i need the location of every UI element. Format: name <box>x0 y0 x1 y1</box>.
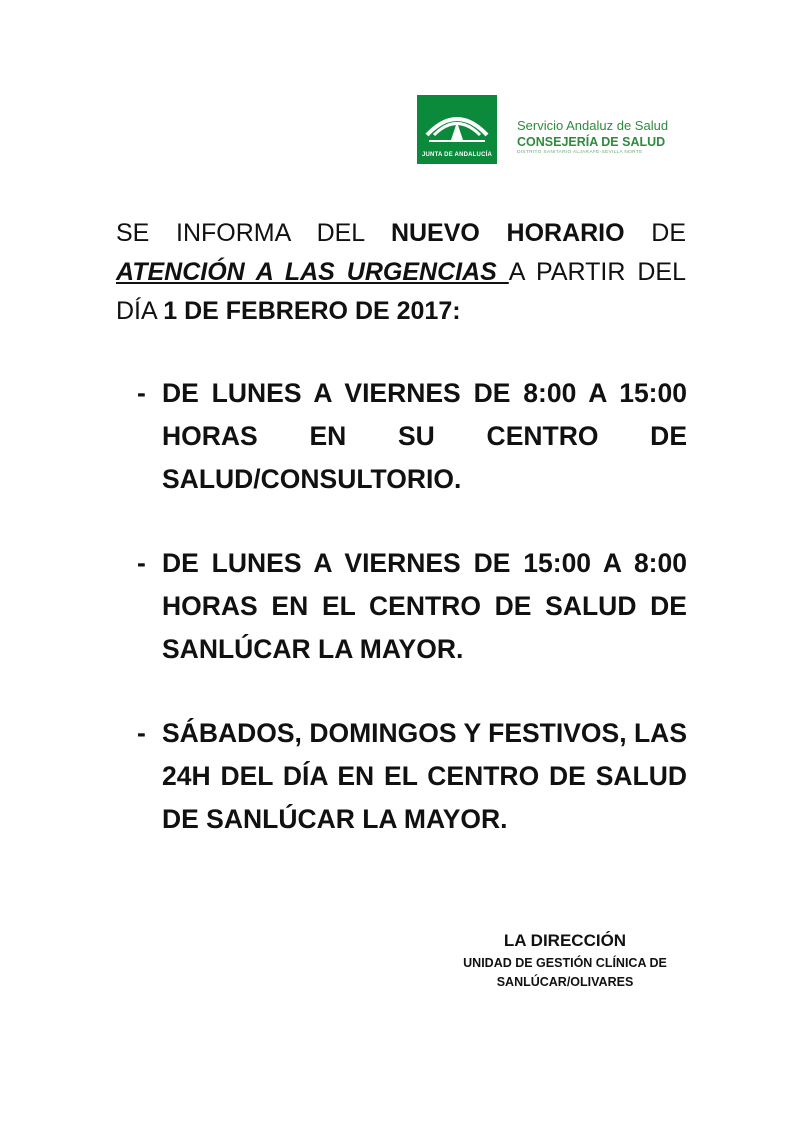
schedule-list <box>137 372 687 882</box>
intro-start: SE INFORMA DEL <box>116 219 391 247</box>
schedule-item-weekday-morning <box>137 372 687 501</box>
schedule-item-text: SÁBADOS, DOMINGOS Y FESTIVOS, LAS 24H DEL DÍA EN EL CENTRO DE SALUD DE SANLÚCAR LA MAYOR. <box>162 718 687 834</box>
signature-block <box>440 928 690 992</box>
intro-mid: DE <box>624 219 686 247</box>
org-name: Servicio Andaluz de Salud <box>517 118 669 133</box>
schedule-item-weekday-afternoon <box>137 542 687 671</box>
logo-caption: JUNTA DE ANDALUCÍA <box>421 152 493 158</box>
intro-after: A PARTIR DEL DÍA <box>116 258 687 325</box>
notice-intro <box>116 214 686 331</box>
bullet-dash: - <box>137 548 146 578</box>
signature-unit-line1: UNIDAD DE GESTIÓN CLÍNICA DE <box>463 956 667 970</box>
org-district: DISTRITO SANITARIO ALJARAFE-SEVILLA NORTE <box>517 150 643 155</box>
schedule-item-weekend <box>137 712 687 841</box>
schedule-item-text: DE LUNES A VIERNES DE 8:00 A 15:00 HORAS EN SU CENTRO DE SALUD/CONSULTORIO. <box>162 378 687 494</box>
organization-block <box>517 118 707 156</box>
bullet-dash: - <box>137 378 146 408</box>
schedule-item-text: DE LUNES A VIERNES DE 15:00 A 8:00 HORAS EN EL CENTRO DE SALUD DE SANLÚCAR LA MAYOR. <box>162 548 687 664</box>
signature-title: LA DIRECCIÓN <box>503 931 627 950</box>
intro-urgent-care: ATENCIÓN A LAS URGENCIAS <box>116 258 509 286</box>
org-department: CONSEJERÍA DE SALUD <box>517 135 666 149</box>
intro-new-schedule: NUEVO HORARIO <box>390 219 625 247</box>
bullet-dash: - <box>137 718 146 748</box>
junta-andalucia-logo <box>417 95 497 164</box>
signature-unit-line2: SANLÚCAR/OLIVARES <box>496 975 634 989</box>
intro-date: 1 DE FEBRERO DE 2017: <box>163 297 461 325</box>
